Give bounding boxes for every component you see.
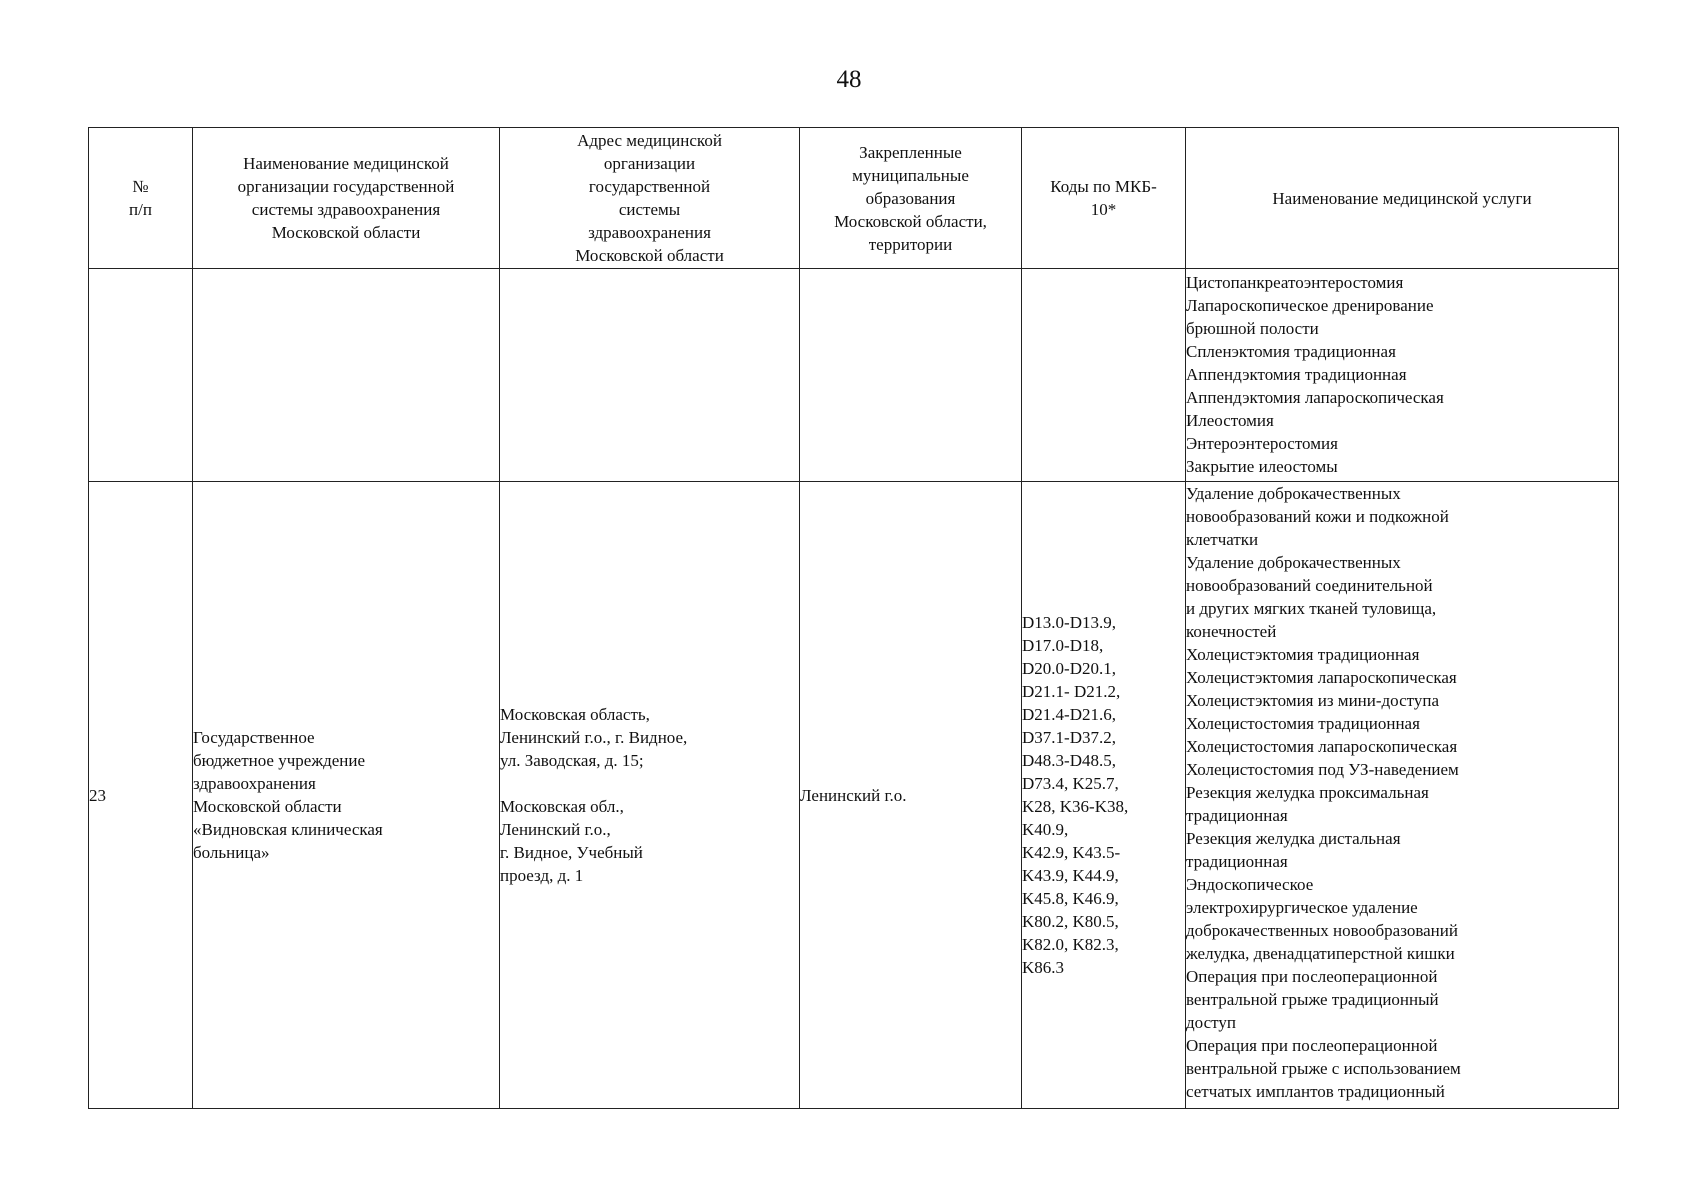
text-line: D48.3-D48.5, — [1022, 751, 1116, 770]
text-line: Холецистостомия лапароскопическая — [1186, 737, 1458, 756]
text-line: D73.4, K25.7, — [1022, 774, 1119, 793]
text-line: системы здравоохранения — [251, 200, 441, 219]
text-line: K86.3 — [1022, 958, 1065, 977]
text-line: вентральной грыже традиционный — [1186, 990, 1439, 1009]
address-1-lines — [500, 703, 799, 772]
header-municipality — [800, 128, 1022, 269]
text-line: Илеостомия — [1186, 411, 1274, 430]
text-line: новообразований кожи и подкожной — [1186, 507, 1449, 526]
organization-lines — [193, 726, 499, 864]
text-line: Коды по МКБ- — [1050, 177, 1157, 196]
text-line: бюджетное учреждение — [193, 751, 366, 770]
cell-municipality: Ленинский г.о. — [800, 482, 1022, 1109]
text-line: K42.9, K43.5- — [1022, 843, 1121, 862]
text-line: D20.0-D20.1, — [1022, 659, 1116, 678]
text-line: Энтероэнтеростомия — [1186, 434, 1338, 453]
text-line: п/п — [129, 200, 152, 219]
cell-services-continuation — [1186, 269, 1619, 482]
codes-lines — [1022, 611, 1185, 979]
text-line: Спленэктомия традиционная — [1186, 342, 1396, 361]
text-line: Холецистэктомия традиционная — [1186, 645, 1420, 664]
text-line: D17.0-D18, — [1022, 636, 1104, 655]
text-line: 10* — [1090, 200, 1117, 219]
table-header-row — [89, 128, 1619, 269]
text-line: Наименование медицинской — [243, 154, 449, 173]
text-line: организации государственной — [237, 177, 455, 196]
text-line: г. Видное, Учебный — [500, 843, 643, 862]
header-service-name — [1186, 128, 1619, 269]
header-lines — [506, 129, 793, 267]
header-address — [500, 128, 800, 269]
text-line: D21.4-D21.6, — [1022, 705, 1116, 724]
services-list — [1186, 271, 1618, 478]
text-line: K45.8, K46.9, — [1022, 889, 1119, 908]
cell-municipality-empty — [800, 269, 1022, 482]
text-line: Операция при послеоперационной — [1186, 1036, 1438, 1055]
cell-organization-empty — [193, 269, 500, 482]
text-line: больница» — [193, 843, 270, 862]
cell-address-empty — [500, 269, 800, 482]
text-line: K82.0, K82.3, — [1022, 935, 1119, 954]
text-line: здравоохранения — [193, 774, 316, 793]
cell-codes-empty — [1022, 269, 1186, 482]
text-line: Эндоскопическое — [1186, 875, 1314, 894]
text-line: традиционная — [1186, 806, 1288, 825]
cell-services — [1186, 482, 1619, 1109]
text-line: Московской области — [575, 246, 724, 265]
text-line: K28, K36-K38, — [1022, 797, 1129, 816]
text-line: клетчатки — [1186, 530, 1259, 549]
text-line: Ленинский г.о., г. Видное, — [500, 728, 688, 747]
header-lines — [199, 152, 493, 244]
text-line: K40.9, — [1022, 820, 1069, 839]
text-line: доступ — [1186, 1013, 1236, 1032]
text-line: D13.0-D13.9, — [1022, 613, 1116, 632]
text-line: Наименование медицинской услуги — [1272, 188, 1532, 208]
header-lines — [806, 141, 1015, 256]
text-line: Лапароскопическое дренирование — [1186, 296, 1434, 315]
text-line: Холецистэктомия из мини-доступа — [1186, 691, 1439, 710]
header-lines — [1028, 175, 1179, 221]
text-line: территории — [868, 234, 953, 254]
header-organization — [193, 128, 500, 269]
text-line: Закрытие илеостомы — [1186, 457, 1338, 476]
text-line: Московской области — [193, 797, 342, 816]
text-line: желудка, двенадцатиперстной кишки — [1186, 944, 1455, 963]
text-line: Холецистостомия традиционная — [1186, 714, 1420, 733]
text-line: Московской области — [271, 223, 421, 242]
text-line: Государственное — [193, 728, 315, 747]
text-line: доброкачественных новообразований — [1186, 921, 1458, 940]
services-list — [1186, 482, 1618, 1103]
text-line: Цистопанкреатоэнтеростомия — [1186, 273, 1404, 292]
page-number: 48 — [836, 66, 862, 93]
table-row-continuation — [89, 269, 1619, 482]
text-line: Московская обл., — [500, 797, 624, 816]
text-line: новообразований соединительной — [1186, 576, 1433, 595]
header-icd-codes — [1022, 128, 1186, 269]
text-line: традиционная — [1186, 852, 1288, 871]
header-lines — [1192, 187, 1612, 210]
text-line: конечностей — [1186, 622, 1277, 641]
cell-number-empty — [89, 269, 193, 482]
text-line: организации — [603, 154, 696, 173]
text-line: системы — [618, 200, 681, 219]
text-line: образования — [865, 188, 956, 208]
text-line: Аппендэктомия традиционная — [1186, 365, 1407, 384]
text-line: «Видновская клиническая — [193, 820, 383, 839]
text-line: Холецистэктомия лапароскопическая — [1186, 668, 1457, 687]
text-line: Операция при послеоперационной — [1186, 967, 1438, 986]
text-line: государственной — [588, 177, 711, 196]
header-number — [89, 128, 193, 269]
text-line: ул. Заводская, д. 15; — [500, 751, 644, 770]
text-line: K80.2, K80.5, — [1022, 912, 1119, 931]
cell-address — [500, 482, 800, 1109]
text-line: брюшной полости — [1186, 319, 1319, 338]
cell-organization — [193, 482, 500, 1109]
cell-icd-codes — [1022, 482, 1186, 1109]
address-2-lines — [500, 795, 799, 887]
text-line: Ленинский г.о., — [500, 820, 611, 839]
medical-services-table — [88, 127, 1619, 1109]
text-line: сетчатых имплантов традиционный — [1186, 1082, 1445, 1101]
text-line: Резекция желудка дистальная — [1186, 829, 1401, 848]
text-line: Аппендэктомия лапароскопическая — [1186, 388, 1444, 407]
text-line: и других мягких тканей туловища, — [1186, 599, 1437, 618]
text-line: Закрепленные — [859, 142, 962, 162]
table-row — [89, 482, 1619, 1109]
text-line: № — [132, 177, 149, 196]
text-line: Удаление доброкачественных — [1186, 553, 1401, 572]
text-line: D21.1- D21.2, — [1022, 682, 1121, 701]
text-line: K43.9, K44.9, — [1022, 866, 1119, 885]
text-line: Холецистостомия под УЗ-наведением — [1186, 760, 1459, 779]
text-line: D37.1-D37.2, — [1022, 728, 1116, 747]
text-line: вентральной грыже с использованием — [1186, 1059, 1461, 1078]
text-line: муниципальные — [852, 165, 969, 185]
cell-number: 23 — [89, 482, 193, 1109]
text-line: проезд, д. 1 — [500, 866, 584, 885]
header-lines — [95, 175, 186, 221]
text-line: Московской области, — [834, 211, 987, 231]
address-gap — [500, 772, 799, 795]
text-line: Московская область, — [500, 705, 650, 724]
text-line: электрохирургическое удаление — [1186, 898, 1418, 917]
text-line: Удаление доброкачественных — [1186, 484, 1401, 503]
text-line: Адрес медицинской — [577, 131, 722, 150]
text-line: Резекция желудка проксимальная — [1186, 783, 1429, 802]
text-line: здравоохранения — [588, 223, 711, 242]
